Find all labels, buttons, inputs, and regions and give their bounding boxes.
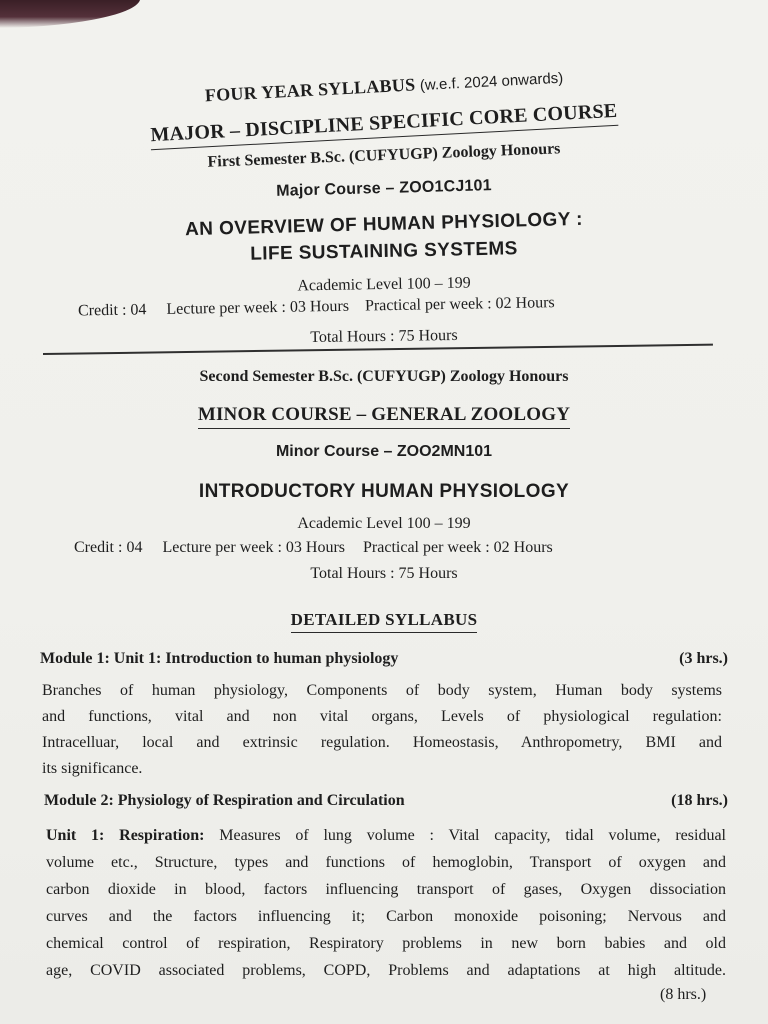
major-total-hours: Total Hours : 75 Hours xyxy=(310,326,458,347)
module-1-line-2: and functions, vital and non vital organs, Levels of physiological regulation: xyxy=(42,708,722,725)
module-2-line-1-text: Measures of lung volume : Vital capacity, tidal volume, residual xyxy=(219,827,726,844)
major-academic-level: Academic Level 100 – 199 xyxy=(297,274,471,295)
detailed-syllabus-text: DETAILED SYLLABUS xyxy=(291,610,478,633)
minor-academic-level: Academic Level 100 – 199 xyxy=(297,515,471,532)
module-1-content xyxy=(42,678,722,782)
module-1-hours: (3 hrs.) xyxy=(679,650,728,667)
module-2-line-6: age, COVID associated problems, COPD, Problems and adaptations at high altitude. xyxy=(46,962,726,979)
module-2-line-4: curves and the factors influencing it; Carbon monoxide poisoning; Nervous and xyxy=(46,908,726,925)
module-1-heading xyxy=(40,650,728,668)
first-semester-line: First Semester B.Sc. (CUFYUGP) Zoology Honours xyxy=(207,140,561,171)
major-course-heading-text: MAJOR – DISCIPLINE SPECIFIC CORE COURSE xyxy=(150,100,618,150)
unit-1-label: Unit 1: Respiration: xyxy=(46,827,205,844)
module-2-line-1 xyxy=(46,822,726,849)
minor-lecture-hours: Lecture per week : 03 Hours xyxy=(162,539,346,556)
effective-date-note: (w.e.f. 2024 onwards) xyxy=(419,69,564,95)
module-2-line-3: carbon dioxide in blood, factors influencing transport of gases, Oxygen dissociation xyxy=(46,881,726,898)
major-course-title-line-1: AN OVERVIEW OF HUMAN PHYSIOLOGY : xyxy=(184,208,584,241)
module-1-title: Module 1: Unit 1: Introduction to human physiology xyxy=(40,650,399,667)
module-2-line-5: chemical control of respiration, Respiratory problems in new born babies and old xyxy=(46,935,726,952)
minor-course-heading-text: MINOR COURSE – GENERAL ZOOLOGY xyxy=(198,404,570,429)
module-2-content xyxy=(46,822,726,984)
minor-credit: Credit : 04 xyxy=(74,539,143,556)
major-practical-hours: Practical per week : 02 Hours xyxy=(364,294,555,315)
module-2-heading xyxy=(44,792,728,810)
unit-1-hours: (8 hrs.) xyxy=(660,986,707,1003)
major-lecture-hours: Lecture per week : 03 Hours xyxy=(166,297,350,318)
module-2-hours: (18 hrs.) xyxy=(671,792,728,809)
detailed-syllabus-heading xyxy=(0,610,768,633)
second-semester-line: Second Semester B.Sc. (CUFYUGP) Zoology Honours xyxy=(199,368,569,385)
photo-edge-shadow xyxy=(0,0,140,28)
module-1-line-1: Branches of human physiology, Components of body system, Human body systems xyxy=(42,682,722,699)
major-credit: Credit : 04 xyxy=(77,301,147,320)
module-2-line-2: volume etc., Structure, types and functions of hemoglobin, Transport of oxygen and xyxy=(46,854,726,871)
minor-practical-hours: Practical per week : 02 Hours xyxy=(363,539,553,556)
minor-course-title: INTRODUCTORY HUMAN PHYSIOLOGY xyxy=(198,481,570,502)
module-1-line-4: its significance. xyxy=(42,760,143,777)
major-course-code: Major Course – ZOO1CJ101 xyxy=(276,177,492,200)
minor-total-hours: Total Hours : 75 Hours xyxy=(310,565,458,582)
major-course-title-line-2: LIFE SUSTAINING SYSTEMS xyxy=(250,238,518,265)
minor-credit-line xyxy=(74,539,553,557)
module-1-line-3: Intracelluar, local and extrinsic regulation. Homeostasis, Anthropometry, BMI and xyxy=(42,734,722,751)
minor-course-heading xyxy=(0,404,768,429)
syllabus-title: FOUR YEAR SYLLABUS xyxy=(204,74,416,106)
module-2-title: Module 2: Physiology of Respiration and Circulation xyxy=(44,792,405,809)
minor-course-code: Minor Course – ZOO2MN101 xyxy=(275,443,493,460)
